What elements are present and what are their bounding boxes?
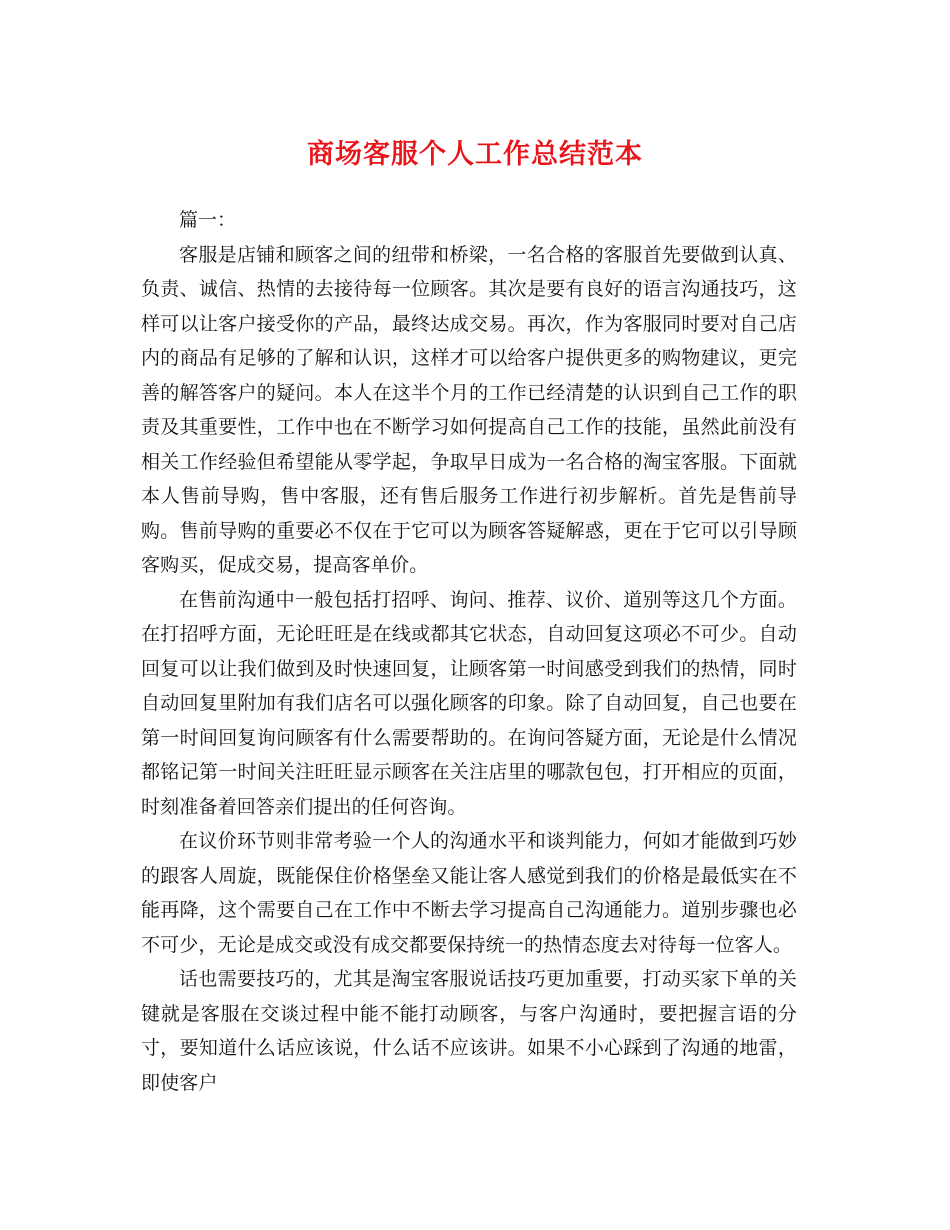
paragraph-1: 客服是店铺和顾客之间的纽带和桥梁，一名合格的客服首先要做到认真、负责、诚信、热情的去接待每一位顾客。其次是要有良好的语言沟通技巧，这样可以让客户接受你的产品，最终达成交易。再次，作为客服同时要对自己店内的商品有足够的了解和认识，这样才可以给客户提供更多的购物建议，更完善的解答客户的疑问。本人在这半个月的工作已经清楚的认识到自己工作的职责及其重要性，工作中也在不断学习如何提高自己工作的技能，虽然此前没有相关工作经验但希望能从零学起，争取早日成为一名合格的淘宝客服。下面就本人售前导购，售中客服，还有售后服务工作进行初步解析。首先是售前导购。售前导购的重要必不仅在于它可以为顾客答疑解惑，更在于它可以引导顾客购买，促成交易，提高客单价。 [141, 243, 797, 576]
section-label: 篇一： [179, 209, 237, 231]
paragraph-2: 在售前沟通中一般包括打招呼、询问、推荐、议价、道别等这几个方面。在打招呼方面，无论旺旺是在线或都其它状态，自动回复这项必不可少。自动回复可以让我们做到及时快速回复，让顾客第一时间感受到我们的热情，同时自动回复里附加有我们店名可以强化顾客的印象。除了自动回复，自己也要在第一时间回复询问顾客有什么需要帮助的。在询问答疑方面，无论是什么情况都铭记第一时间关注旺旺显示顾客在关注店里的哪款包包，打开相应的页面，时刻准备着回答亲们提出的任何咨询。 [141, 588, 797, 818]
document-title: 商场客服个人工作总结范本 [307, 139, 643, 170]
document-body [141, 203, 797, 1100]
paragraph-3: 在议价环节则非常考验一个人的沟通水平和谈判能力，何如才能做到巧妙的跟客人周旋，既能保住价格堡垒又能让客人感觉到我们的价格是最低实在不能再降，这个需要自己在工作中不断去学习提高自己沟通能力。道别步骤也必不可少，无论是成交或没有成交都要保持统一的热情态度去对待每一位客人。 [141, 830, 797, 956]
paragraph-4: 话也需要技巧的，尤其是淘宝客服说话技巧更加重要，打动买家下单的关键就是客服在交谈过程中能不能打动顾客，与客户沟通时，要把握言语的分寸，要知道什么话应该说，什么话不应该讲。如果不小心踩到了沟通的地雷，即使客户 [141, 968, 797, 1094]
